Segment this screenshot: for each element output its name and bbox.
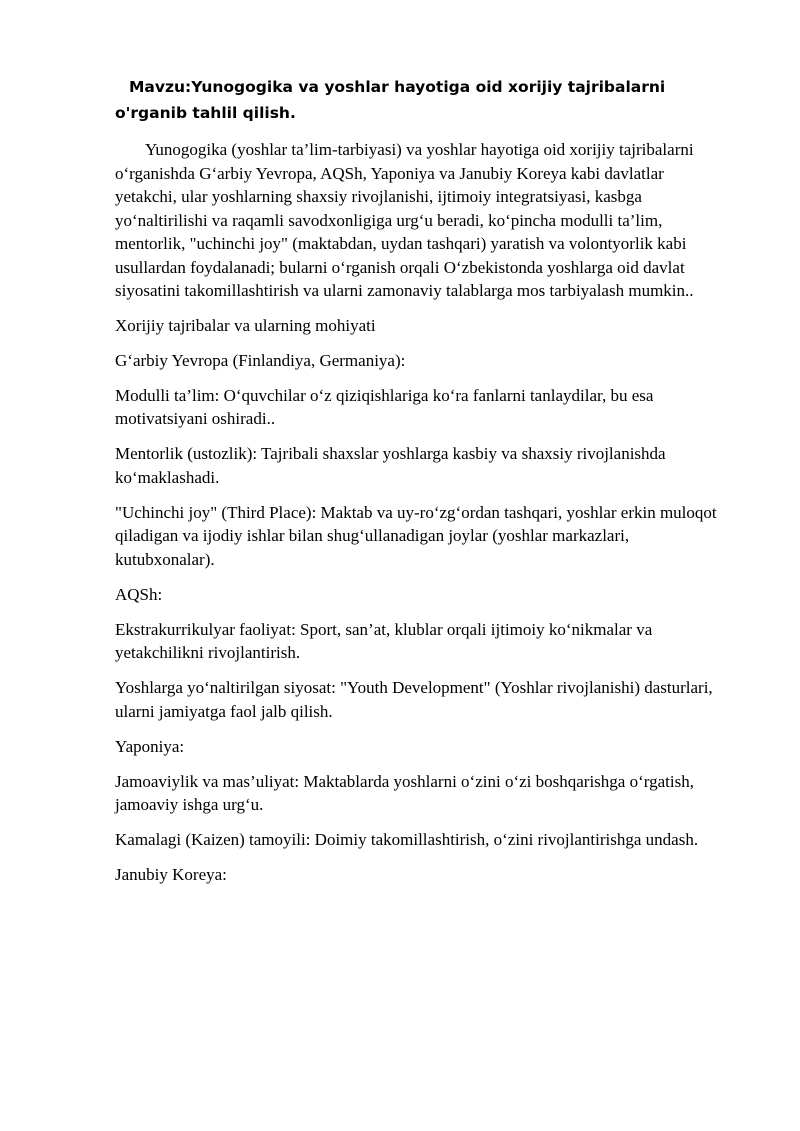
- document-page: [115, 74, 729, 898]
- paragraph-third-place: "Uchinchi joy" (Third Place): Maktab va uy-ro‘zg‘ordan tashqari, yoshlar erkin muloqot qiladigan va ijodiy ishlar bilan shug‘ullanadigan joylar (yoshlar markazlari, kutubxonalar).: [115, 502, 717, 569]
- section-heading-usa: AQSh:: [115, 584, 163, 604]
- paragraph-kaizen: Kamalagi (Kaizen) tamoyili: Doimiy takomillashtirish, o‘zini rivojlantirishga undash.: [115, 830, 699, 849]
- section-heading-foreign-experience: Xorijiy tajribalar va ularning mohiyati: [115, 315, 376, 335]
- section-heading-japan: Yaponiya:: [115, 736, 185, 756]
- paragraph-modular-education: Modulli ta’lim: O‘quvchilar o‘z qiziqishlariga ko‘ra fanlarni tanlaydilar, bu esa motivatsiyani oshiradi..: [115, 385, 654, 428]
- paragraph-youth-policy: Yoshlarga yo‘naltirilgan siyosat: "Youth Development" (Yoshlar rivojlanishi) dasturlari, ularni jamiyatga faol jalb qilish.: [115, 678, 713, 721]
- paragraph-mentorship: Mentorlik (ustozlik): Tajribali shaxslar yoshlarga kasbiy va shaxsiy rivojlanishda ko‘maklashadi.: [115, 444, 666, 487]
- paragraph-extracurricular: Ekstrakurrikulyar faoliyat: Sport, san’at, klublar orqali ijtimoiy ko‘nikmalar va yetakchilikni rivojlantirish.: [115, 619, 653, 662]
- section-heading-western-europe: G‘arbiy Yevropa (Finlandiya, Germaniya):: [115, 350, 406, 370]
- document-title: Mavzu:Yunogogika va yoshlar hayotiga oid xorijiy tajribalarni o'rganib tahlil qilish.: [115, 78, 666, 122]
- intro-paragraph: Yunogogika (yoshlar ta’lim-tarbiyasi) va yoshlar hayotiga oid xorijiy tajribalarni o‘rganishda G‘arbiy Yevropa, AQSh, Yaponiya va Janubiy Koreya kabi davlatlar yetakchi, ular yoshlarning shaxsiy rivojlanishi, ijtimoiy integratsiyasi, kasbga yo‘naltirilishi va raqamli savodxonligiga urg‘u beradi, ko‘pincha modulli ta’lim, mentorlik, "uchinchi joy" (maktabdan, uydan tashqari) yaratish va volontyorlik kabi usullardan foydalanadi; bularni o‘rganish orqali O‘zbekistonda yoshlarga oid davlat siyosatini takomillashtirish va ularni zamonaviy talablarga mos tarbiyalash mumkin..: [115, 140, 694, 300]
- section-heading-south-korea: Janubiy Koreya:: [115, 865, 227, 884]
- paragraph-teamwork: Jamoaviylik va mas’uliyat: Maktablarda yoshlarni o‘zini o‘zi boshqarishga o‘rgatish, jamoaviy ishga urg‘u.: [115, 771, 694, 814]
